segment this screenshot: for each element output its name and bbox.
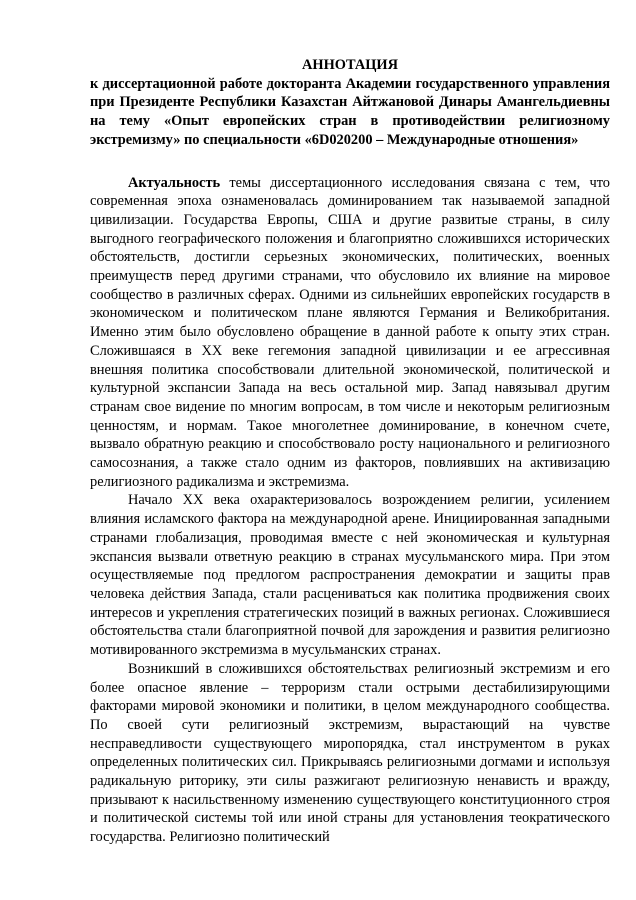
document-page — [90, 56, 610, 847]
spacer — [90, 150, 610, 174]
paragraph-text: Начало ХХ века охарактеризовалось возрождением религии, усилением влияния исламского фактора на международной арене. Инициированная западными странами глобализация, проводимая вместе с ней экономическая и культурная экспансия вызвали ответную реакцию в странах мусульманского мира. При этом осуществляемые под предлогом распространения демократии и защиты прав человека действия Запада, стали расцениваться как политика продвижения своих интересов и укрепления стратегических позиций в важных регионах. Сложившиеся обстоятельства стали благоприятной почвой для зарождения и развития религиозно мотивированного экстремизма в мусульманских странах. — [90, 492, 610, 659]
paragraph-text: Возникший в сложившихся обстоятельствах религиозный экстремизм и его более опасное явление – терроризм стали острыми дестабилизирующими факторами мировой экономики и политики, в целом международного сообщества. По своей сути религиозный экстремизм, вырастающий на чувстве несправедливости существующего миропорядка, стал инструментом в руках определенных политических сил. Прикрываясь религиозными догмами и используя радикальную риторику, эти силы разжигают религиозную ненависть и вражду, призывают к насильственному изменению существующего конституционного строя и политической системы той или иной страны для установления теократического государства. Религиозно политический — [90, 660, 610, 846]
document-subtitle: к диссертационной работе докторанта Академии государственного управления при Президенте Республики Казахстан Айтжановой Динары Амангельдиевны на тему «Опыт европейских стран в противодействии религиозному экстремизму» по специальности «6D020200 – Международные отношения» — [90, 75, 610, 148]
document-title: АННОТАЦИЯ — [301, 57, 399, 73]
paragraph-relevance — [90, 174, 610, 492]
paragraph-extremism — [90, 660, 610, 847]
paragraph-lead: Актуальность — [128, 174, 221, 191]
paragraph-twentieth-century — [90, 491, 610, 659]
paragraph-text: темы диссертационного исследования связана с тем, что современная эпоха ознаменовалась доминированием так называемой западной цивилизации. Государства Европы, США и другие развитые страны, в силу выгодного географического положения и благоприятно сложившихся исторических обстоятельств, достигли серьезных экономических, политических, военных преимуществ перед другими странами, что обусловило их влияние на мировое сообщество в различных сферах. Одними из сильнейших европейских государств в экономическом и политическом плане являются Германия и Великобритания. Именно этим было обусловлено обращение в данной работе к опыту этих стран. Сложившаяся в ХХ веке гегемония западной цивилизации и ее агрессивная внешняя политика способствовали длительной экономической, политической и культурной экспансии Запада на весь остальной мир. Запад навязывал другим странам свое видение по многим вопросам, в том числе и некоторым религиозным ценностям, и нормам. Такое многолетнее доминирование, в конечном счете, вызвало обратную реакцию и способствовало росту национального и религиозного самосознания, а также стало одним из факторов, повлиявших на активизацию религиозного радикализма и экстремизма. — [90, 174, 610, 490]
